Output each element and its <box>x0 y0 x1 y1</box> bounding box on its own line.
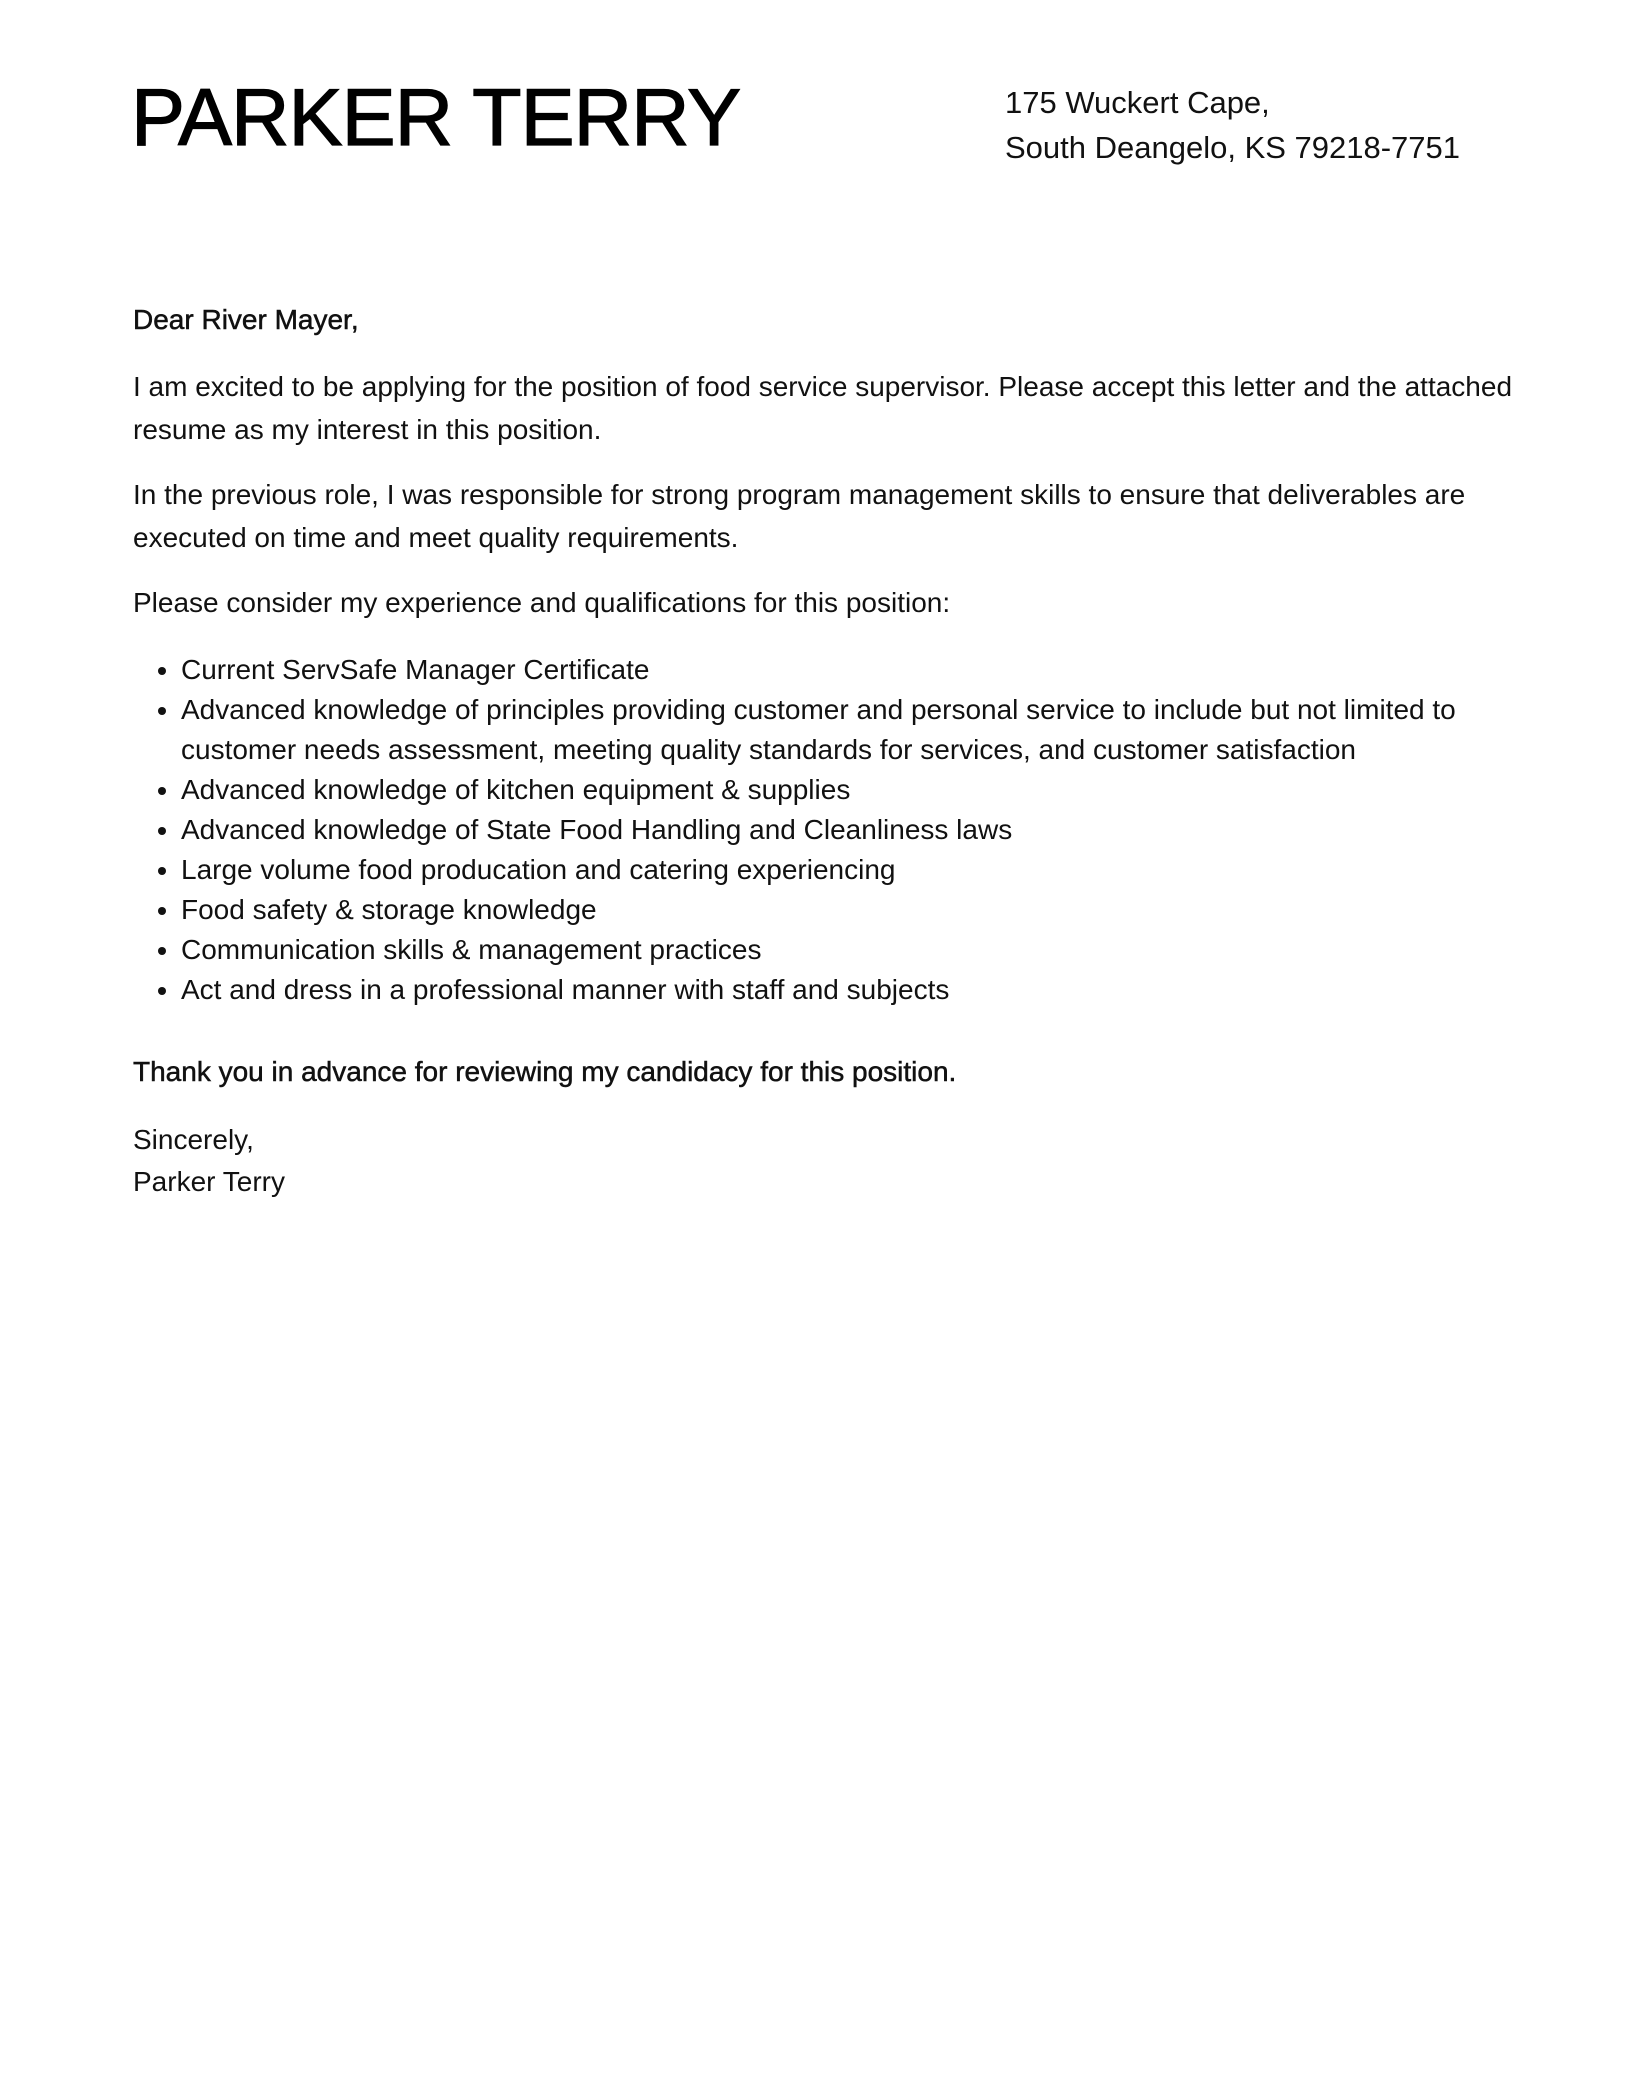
list-item: • Large volume food producation and catering experiencing <box>181 850 1513 890</box>
applicant-address <box>1005 80 1460 170</box>
signature: Parker Terry <box>133 1166 285 1197</box>
list-item: • Advanced knowledge of principles providing customer and personal service to include but not limited to customer needs assessment, meeting quality standards for services, and customer satisfaction <box>181 690 1513 770</box>
list-item: • Current ServSafe Manager Certificate <box>181 650 1513 690</box>
greeting: Dear River Mayer, <box>133 304 359 335</box>
thanks-line: Thank you in advance for reviewing my candidacy for this position. <box>133 1056 957 1087</box>
address-line-2: South Deangelo, KS 79218-7751 <box>1005 130 1461 165</box>
intro-paragraph: I am excited to be applying for the position of food service supervisor. Please accept this letter and the attached resume as my interest in this position. <box>133 371 1513 445</box>
applicant-name: PARKER TERRY <box>131 73 741 163</box>
list-item: • Advanced knowledge of State Food Handling and Cleanliness laws <box>181 810 1513 850</box>
address-line-1: 175 Wuckert Cape, <box>1005 85 1270 120</box>
experience-paragraph: In the previous role, I was responsible for strong program management skills to ensure that deliverables are executed on time and meet quality requirements. <box>133 479 1466 553</box>
list-item: • Advanced knowledge of kitchen equipment & supplies <box>181 770 1513 810</box>
letter-body <box>133 298 1513 1203</box>
qualifications-intro: Please consider my experience and qualifications for this position: <box>133 587 951 618</box>
list-item: • Act and dress in a professional manner with staff and subjects <box>181 970 1513 1010</box>
qualifications-list <box>133 650 1513 1010</box>
closing: Sincerely, <box>133 1124 254 1155</box>
list-item: • Communication skills & management practices <box>181 930 1513 970</box>
list-item: • Food safety & storage knowledge <box>181 890 1513 930</box>
